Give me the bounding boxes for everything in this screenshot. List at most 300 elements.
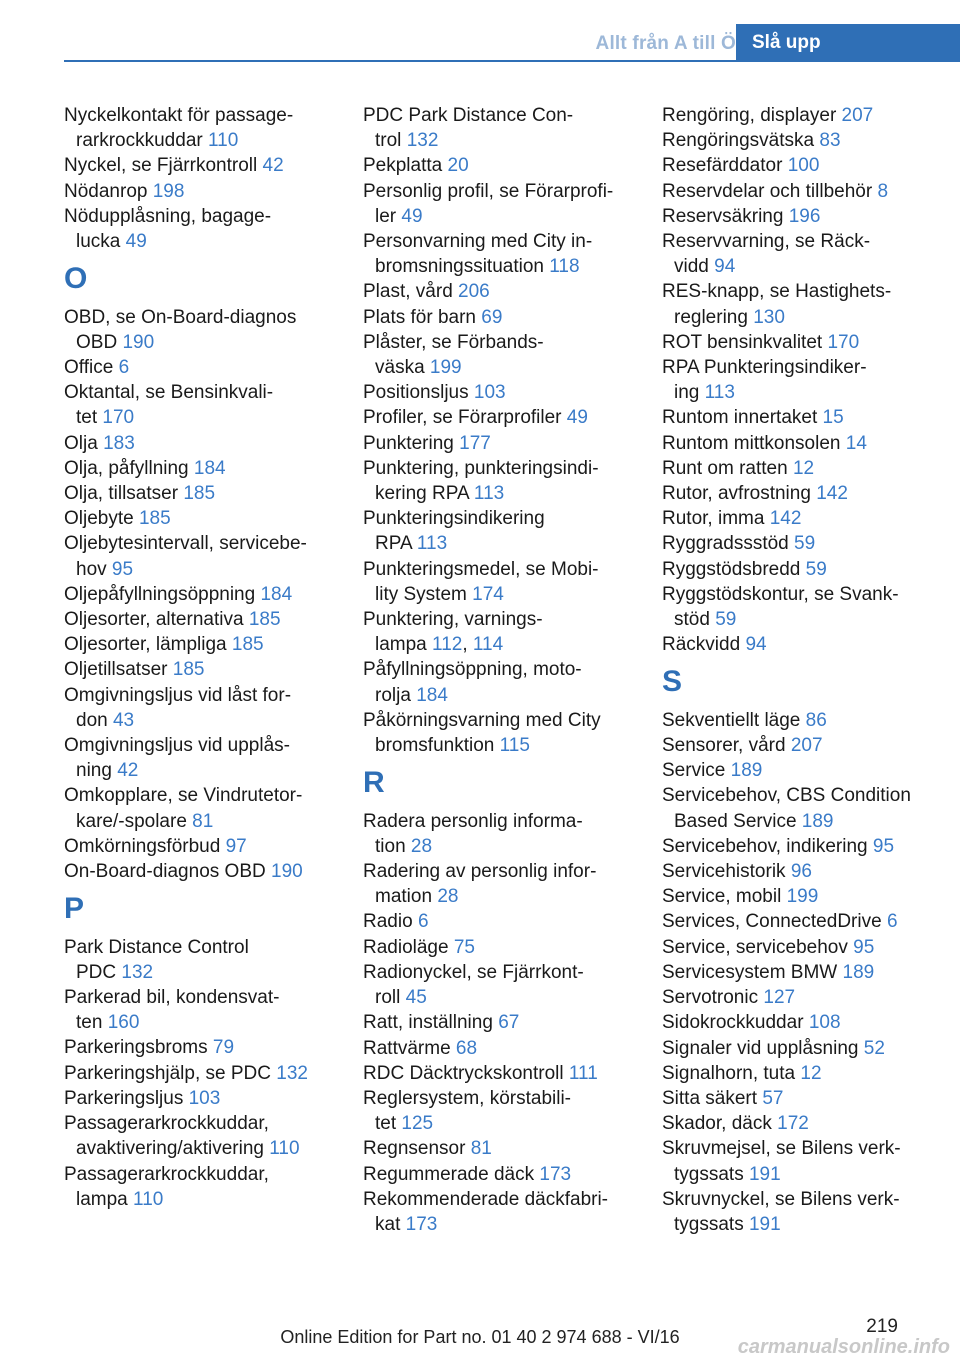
entry-text: roll	[375, 987, 401, 1009]
entry-text: Parkeringsbroms	[64, 1037, 208, 1059]
entry-text: Personlig profil, se Förarprofi-	[363, 180, 614, 202]
index-entry	[363, 1061, 633, 1086]
entry-text: Runt om ratten	[662, 457, 788, 479]
page-link[interactable]: 81	[192, 810, 214, 832]
entry-text: Signaler vid upplåsning	[662, 1037, 859, 1059]
page-link[interactable]: 207	[790, 735, 823, 757]
page-link[interactable]: 177	[459, 432, 491, 454]
entry-text: Rengöringsvätska	[662, 130, 815, 152]
page-link[interactable]: 125	[401, 1113, 434, 1135]
entry-text: Nyckel, se Fjärrkontroll	[64, 155, 258, 177]
index-entry	[363, 909, 633, 934]
entry-text: Omgivningsljus vid upplås-	[64, 735, 290, 757]
entry-text: Servicehistorik	[662, 861, 786, 883]
entry-text: Nödupplåsning, bagage-	[64, 205, 272, 227]
entry-text: Park Distance Control	[64, 936, 249, 958]
entry-text: Servicebehov, CBS Condition	[662, 785, 911, 807]
index-entry	[363, 229, 633, 279]
entry-text: hov	[76, 558, 107, 580]
entry-text: Parkerad bil, kondensvat-	[64, 987, 280, 1009]
index-entry	[363, 1036, 633, 1061]
entry-text: väska	[375, 357, 425, 379]
page-link[interactable]: 183	[103, 432, 135, 454]
entry-text: Regummerade däck	[363, 1163, 535, 1185]
page-link[interactable]: 160	[107, 1012, 140, 1034]
index-column-3	[662, 103, 937, 1237]
index-entry	[64, 153, 334, 178]
entry-text: Reservvarning, se Räck-	[662, 231, 871, 253]
entry-text: Olja, tillsatser	[64, 483, 179, 505]
entry-text: ing	[674, 382, 700, 404]
page-link[interactable]: 86	[805, 709, 827, 731]
page-link[interactable]: 170	[102, 407, 135, 429]
page-link[interactable]: 189	[730, 760, 763, 782]
index-entry	[64, 1086, 334, 1111]
page-link[interactable]: 112	[432, 634, 463, 656]
index-entry	[662, 1061, 937, 1086]
page-link[interactable]: 49	[566, 407, 588, 429]
index-entry	[662, 456, 937, 481]
index-entry	[662, 1010, 937, 1035]
page-link[interactable]: 79	[212, 1037, 235, 1059]
page-link[interactable]: 42	[262, 155, 284, 177]
page-link[interactable]: 207	[841, 105, 874, 126]
entry-text: tion	[375, 835, 406, 857]
entry-text: Oljesorter, alternativa	[64, 609, 244, 631]
index-column-1	[64, 103, 334, 1212]
entry-text: Profiler, se Förarprofiler	[363, 407, 562, 429]
entry-text: Radio	[363, 911, 413, 933]
index-entry	[662, 859, 937, 884]
entry-text: Personvarning med City in-	[363, 231, 593, 253]
index-entry	[363, 859, 633, 909]
index-entry	[662, 985, 937, 1010]
page-link[interactable]: 185	[183, 483, 216, 505]
page-link[interactable]: 173	[405, 1213, 438, 1235]
page-link[interactable]: 127	[763, 987, 796, 1009]
index-entry	[64, 834, 334, 859]
index-entry	[64, 733, 334, 783]
entry-text: Reservsäkring	[662, 205, 784, 227]
index-entry	[64, 355, 334, 380]
entry-text: Påkörningsvarning med City	[363, 709, 601, 731]
entry-text: kering RPA	[375, 483, 469, 505]
page-link[interactable]: 174	[472, 583, 504, 605]
index-entry	[662, 960, 937, 985]
page-link[interactable]: 103	[188, 1087, 221, 1109]
entry-text: Rattvärme	[363, 1037, 451, 1059]
entry-text: Rengöring, displayer	[662, 105, 837, 126]
page-link[interactable]: 206	[458, 281, 490, 303]
page-link[interactable]: 52	[863, 1037, 885, 1059]
entry-text: ler	[375, 205, 397, 227]
page-link[interactable]: 185	[248, 609, 281, 631]
entry-text: Runtom mittkonsolen	[662, 432, 841, 454]
index-entry	[64, 1061, 334, 1086]
index-entry	[64, 985, 334, 1035]
index-entry: Punktering, varnings- lampa 112, 114	[363, 609, 543, 656]
index-entry	[64, 456, 334, 481]
index-entry	[64, 103, 334, 153]
page-number: 219	[866, 1316, 898, 1337]
index-entry	[363, 809, 633, 859]
index-entry	[64, 481, 334, 506]
entry-text: Service, servicebehov	[662, 936, 848, 958]
entry-text: Passagerarkrockkuddar,	[64, 1113, 269, 1135]
entry-text: PDC Park Distance Con-	[363, 105, 574, 126]
index-entry	[64, 431, 334, 456]
page-link[interactable]: 190	[122, 331, 155, 353]
entry-text: RPA Punkteringsindiker-	[662, 357, 867, 379]
page-link[interactable]: 95	[111, 558, 134, 580]
index-entry	[64, 531, 334, 581]
index-entry	[64, 632, 334, 657]
index-entry	[64, 582, 334, 607]
index-entry	[662, 103, 937, 128]
index-entry	[64, 380, 334, 430]
page-link[interactable]: 118	[549, 256, 580, 278]
entry-text: Reglersystem, körstabili-	[363, 1087, 571, 1109]
page-link[interactable]: 170	[827, 331, 860, 353]
entry-text: Olja, påfyllning	[64, 457, 189, 479]
index-entry	[64, 683, 334, 733]
entry-text: Sensorer, vård	[662, 735, 786, 757]
index-entry	[363, 179, 633, 229]
page-link[interactable]: 59	[715, 609, 737, 631]
index-entry	[64, 657, 334, 682]
index-entry	[662, 935, 937, 960]
entry-text: Rekommenderade däckfabri-	[363, 1188, 609, 1210]
page-link[interactable]: 113	[704, 382, 735, 404]
index-entry	[662, 506, 937, 531]
index-entry	[662, 1086, 937, 1111]
entry-text: avaktivering/aktivering	[76, 1138, 264, 1160]
entry-text: tygssats	[674, 1163, 744, 1185]
entry-text: Plåster, se Förbands-	[363, 331, 544, 353]
index-entry	[363, 153, 633, 178]
page-link[interactable]: 184	[193, 457, 226, 479]
page-link[interactable]: 49	[401, 205, 423, 227]
entry-text: Sidokrockkuddar	[662, 1012, 804, 1034]
index-entry	[64, 1035, 334, 1060]
entry-text: Oljetillsatser	[64, 659, 168, 681]
entry-text: mation	[375, 886, 433, 908]
index-entry	[662, 128, 937, 153]
entry-text: Oljesorter, lämpliga	[64, 634, 227, 656]
page-link[interactable]: 68	[455, 1037, 478, 1059]
entry-text: Oljebyte	[64, 508, 134, 530]
entry-text: Regnsensor	[363, 1138, 466, 1160]
entry-text: Parkeringshjälp, se PDC	[64, 1062, 271, 1084]
index-entry	[662, 557, 937, 582]
index-entry	[662, 1111, 937, 1136]
index-entry	[363, 1010, 633, 1035]
page-link[interactable]: 132	[121, 961, 154, 983]
page-link[interactable]: 190	[271, 861, 303, 883]
page-link[interactable]: 111	[568, 1062, 598, 1084]
index-entry	[64, 204, 334, 254]
page-link[interactable]: 8	[877, 180, 889, 202]
lookup-tab[interactable]: Slå upp	[736, 24, 960, 62]
entry-text: tet	[76, 407, 98, 429]
entry-text: reglering	[674, 306, 748, 328]
entry-text: Signalhorn, tuta	[662, 1062, 796, 1084]
page-link[interactable]: 12	[800, 1062, 822, 1084]
page-link[interactable]: 28	[410, 835, 433, 857]
index-entry	[363, 506, 633, 556]
index-letter-heading: S	[662, 665, 683, 699]
entry-text: don	[76, 709, 108, 731]
page-link[interactable]: 15	[822, 407, 844, 429]
entry-text: Oljepåfyllningsöppning	[64, 583, 256, 605]
page-link[interactable]: 28	[437, 886, 459, 908]
page-link[interactable]: 185	[172, 659, 205, 681]
entry-text: Omkörningsförbud	[64, 835, 221, 857]
page-link[interactable]: 57	[762, 1087, 784, 1109]
page-header	[0, 0, 960, 64]
entry-text: tet	[375, 1113, 397, 1135]
index-entry	[662, 733, 937, 758]
page-link[interactable]: 97	[225, 835, 247, 857]
page-link[interactable]: 75	[453, 936, 475, 958]
entry-text: Nyckelkontakt för passage-	[64, 105, 294, 126]
index-entry	[662, 405, 937, 430]
page-link[interactable]: 199	[429, 357, 462, 379]
entry-text: Services, ConnectedDrive	[662, 911, 882, 933]
index-entry	[662, 153, 937, 178]
page-link[interactable]: 59	[794, 533, 816, 555]
entry-text: Office	[64, 357, 114, 379]
entry-text: tygssats	[674, 1213, 744, 1235]
entry-text: Plast, vård	[363, 281, 453, 303]
page-link[interactable]: 115	[499, 735, 530, 757]
page-link[interactable]: 113	[416, 533, 448, 555]
page-link[interactable]: 96	[790, 861, 812, 883]
index-entry	[64, 305, 334, 355]
entry-text: Service	[662, 760, 726, 782]
page-link[interactable]: 113	[473, 483, 505, 505]
index-entry	[662, 1036, 937, 1061]
edition-footer: Online Edition for Part no. 01 40 2 974 688 - VI/16	[280, 1327, 680, 1347]
page-link[interactable]: 12	[792, 457, 815, 479]
entry-text: Olja	[64, 432, 98, 454]
page-link[interactable]: 43	[112, 709, 135, 731]
index-entry	[64, 1111, 334, 1161]
page-link[interactable]: 191	[748, 1163, 781, 1185]
index-column-2	[363, 103, 633, 1237]
entry-text: Oktantal, se Bensinkvali-	[64, 382, 274, 404]
index-entry	[363, 1136, 633, 1161]
page-link[interactable]: 83	[819, 130, 841, 152]
index-entry	[662, 1136, 937, 1186]
page-link[interactable]: 95	[872, 835, 895, 857]
index-entry	[662, 834, 937, 859]
index-entry	[363, 103, 633, 153]
index-entry	[662, 204, 937, 229]
page-link[interactable]: 132	[406, 130, 439, 152]
entry-text: Servicesystem BMW	[662, 961, 838, 983]
page-link[interactable]: 196	[788, 205, 821, 227]
index-entry	[363, 960, 633, 1010]
entry-text: lampa	[76, 1188, 128, 1210]
entry-text: Sitta säkert	[662, 1087, 758, 1109]
page-link[interactable]: 173	[539, 1163, 572, 1185]
entry-text: Skruvnyckel, se Bilens verk-	[662, 1188, 900, 1210]
page-link[interactable]: 189	[842, 961, 875, 983]
page-link[interactable]: 6	[417, 911, 429, 933]
index-entry	[662, 531, 937, 556]
index-letter-heading: P	[64, 892, 85, 926]
index-entry	[64, 179, 334, 204]
entry-text: Parkeringsljus	[64, 1087, 184, 1109]
entry-text: Passagerarkrockkuddar,	[64, 1163, 269, 1185]
index-entry	[662, 330, 937, 355]
entry-text: RES-knapp, se Hastighets-	[662, 281, 892, 303]
page-link[interactable]: 184	[416, 684, 448, 706]
entry-text: Radionyckel, se Fjärrkont-	[363, 961, 584, 983]
page-link[interactable]: 49	[125, 231, 147, 253]
page-link[interactable]: 69	[481, 306, 503, 328]
entry-text: ning	[76, 760, 112, 782]
header-rule	[64, 60, 960, 62]
entry-text: PDC	[76, 961, 117, 983]
page-link[interactable]: 189	[801, 810, 834, 832]
page-link[interactable]: 95	[853, 936, 875, 958]
index-entry	[363, 1086, 633, 1136]
entry-text: Based Service	[674, 810, 797, 832]
entry-text: rolja	[375, 684, 411, 706]
page-link[interactable]: 6	[118, 357, 130, 379]
entry-text: lampa	[375, 634, 427, 656]
index-entry	[662, 179, 937, 204]
entry-text: lucka	[76, 231, 121, 253]
page-link[interactable]: 142	[816, 483, 848, 505]
page-link[interactable]: 108	[808, 1012, 841, 1034]
page-link[interactable]: 103	[473, 382, 506, 404]
entry-text: ten	[76, 1012, 103, 1034]
page-link[interactable]: 110	[133, 1188, 164, 1210]
index-letter-heading: R	[363, 766, 385, 800]
index-entry	[363, 1162, 633, 1187]
page-link[interactable]: 20	[447, 155, 469, 177]
page-link[interactable]: 6	[886, 911, 898, 933]
entry-text: Pekplatta	[363, 155, 443, 177]
entry-text: On-Board-diagnos OBD	[64, 861, 266, 883]
page-link[interactable]: 184	[260, 583, 293, 605]
entry-text: bromsningssituation	[375, 256, 544, 278]
entry-text: trol	[375, 130, 402, 152]
page-link[interactable]: 110	[269, 1138, 300, 1160]
index-entry	[64, 783, 334, 833]
entry-text: Räckvidd	[662, 634, 741, 656]
entry-text: Servicebehov, indikering	[662, 835, 868, 857]
entry-text: Ryggstödsbredd	[662, 558, 801, 580]
entry-text: Punktering, punkteringsindi-	[363, 457, 599, 479]
entry-text: Oljebytesintervall, servicebe-	[64, 533, 307, 555]
entry-text: Rutor, imma	[662, 508, 765, 530]
entry-text: Ryggstödskontur, se Svank-	[662, 583, 899, 605]
index-entry	[363, 657, 633, 707]
index-entry	[64, 859, 334, 884]
page-link[interactable]: 100	[787, 155, 820, 177]
page-link[interactable]: 67	[498, 1012, 520, 1034]
entry-text: Punkteringsmedel, se Mobi-	[363, 558, 599, 580]
page-link[interactable]: 142	[769, 508, 802, 530]
page-link[interactable]: 110	[208, 130, 239, 152]
entry-text: Ryggradssstöd	[662, 533, 789, 555]
page-link[interactable]: 198	[152, 180, 185, 202]
entry-text: vidd	[674, 256, 709, 278]
watermark: carmanualsonline.info	[737, 1336, 950, 1358]
index-entry	[363, 431, 633, 456]
page-link[interactable]: 199	[786, 886, 819, 908]
index-entry	[363, 1187, 633, 1237]
page-link[interactable]: 59	[805, 558, 827, 580]
page-link[interactable]: 45	[405, 987, 427, 1009]
index-entry	[363, 405, 633, 430]
index-entry	[363, 935, 633, 960]
page-link[interactable]: 130	[753, 306, 785, 328]
entry-text: Plats för barn	[363, 306, 476, 328]
page-link[interactable]: 185	[231, 634, 264, 656]
index-entry	[662, 1187, 937, 1237]
index-entry	[363, 330, 633, 380]
entry-text: Rutor, avfrostning	[662, 483, 811, 505]
page-link[interactable]: 132	[276, 1062, 308, 1084]
page-link[interactable]: 185	[138, 508, 171, 530]
entry-text: ROT bensinkvalitet	[662, 331, 823, 353]
index-entry	[363, 279, 633, 304]
entry-text: Skador, däck	[662, 1113, 772, 1135]
entry-text: Radering av personlig infor-	[363, 861, 597, 883]
entry-text: OBD, se On-Board-diagnos	[64, 306, 297, 328]
entry-text: Sekventiellt läge	[662, 709, 801, 731]
entry-text: Omkopplare, se Vindrutetor-	[64, 785, 303, 807]
index-entry	[662, 783, 937, 833]
index-entry	[64, 506, 334, 531]
page-link[interactable]: 94	[745, 634, 767, 656]
entry-text: rarkrockkuddar	[76, 130, 203, 152]
entry-text: OBD	[76, 331, 118, 353]
index-entry	[662, 279, 937, 329]
index-entry	[662, 431, 937, 456]
entry-text: Resefärddator	[662, 155, 783, 177]
entry-text: kat	[375, 1213, 401, 1235]
section-title: Allt från A till Ö	[595, 33, 736, 54]
entry-text: Radioläge	[363, 936, 449, 958]
page-link[interactable]: 81	[470, 1138, 492, 1160]
entry-text: Punktering, varnings-	[363, 609, 543, 631]
index-entry	[662, 582, 937, 632]
entry-text: Punkteringsindikering	[363, 508, 545, 530]
index-entry	[662, 229, 937, 279]
entry-text: RDC Däcktryckskontroll	[363, 1062, 564, 1084]
page-link[interactable]: 42	[117, 760, 139, 782]
page-link[interactable]: 114	[472, 634, 504, 656]
index-entry	[363, 380, 633, 405]
entry-text: Nödanrop	[64, 180, 148, 202]
page-link[interactable]: 14	[845, 432, 867, 454]
index-entry	[64, 935, 334, 985]
entry-text: Service, mobil	[662, 886, 782, 908]
entry-text: Punktering	[363, 432, 454, 454]
page-link[interactable]: 94	[714, 256, 736, 278]
index-entry	[363, 557, 633, 607]
index-entry	[662, 481, 937, 506]
page-link[interactable]: 172	[777, 1113, 809, 1135]
entry-text: Positionsljus	[363, 382, 469, 404]
page-link[interactable]: 191	[748, 1213, 781, 1235]
